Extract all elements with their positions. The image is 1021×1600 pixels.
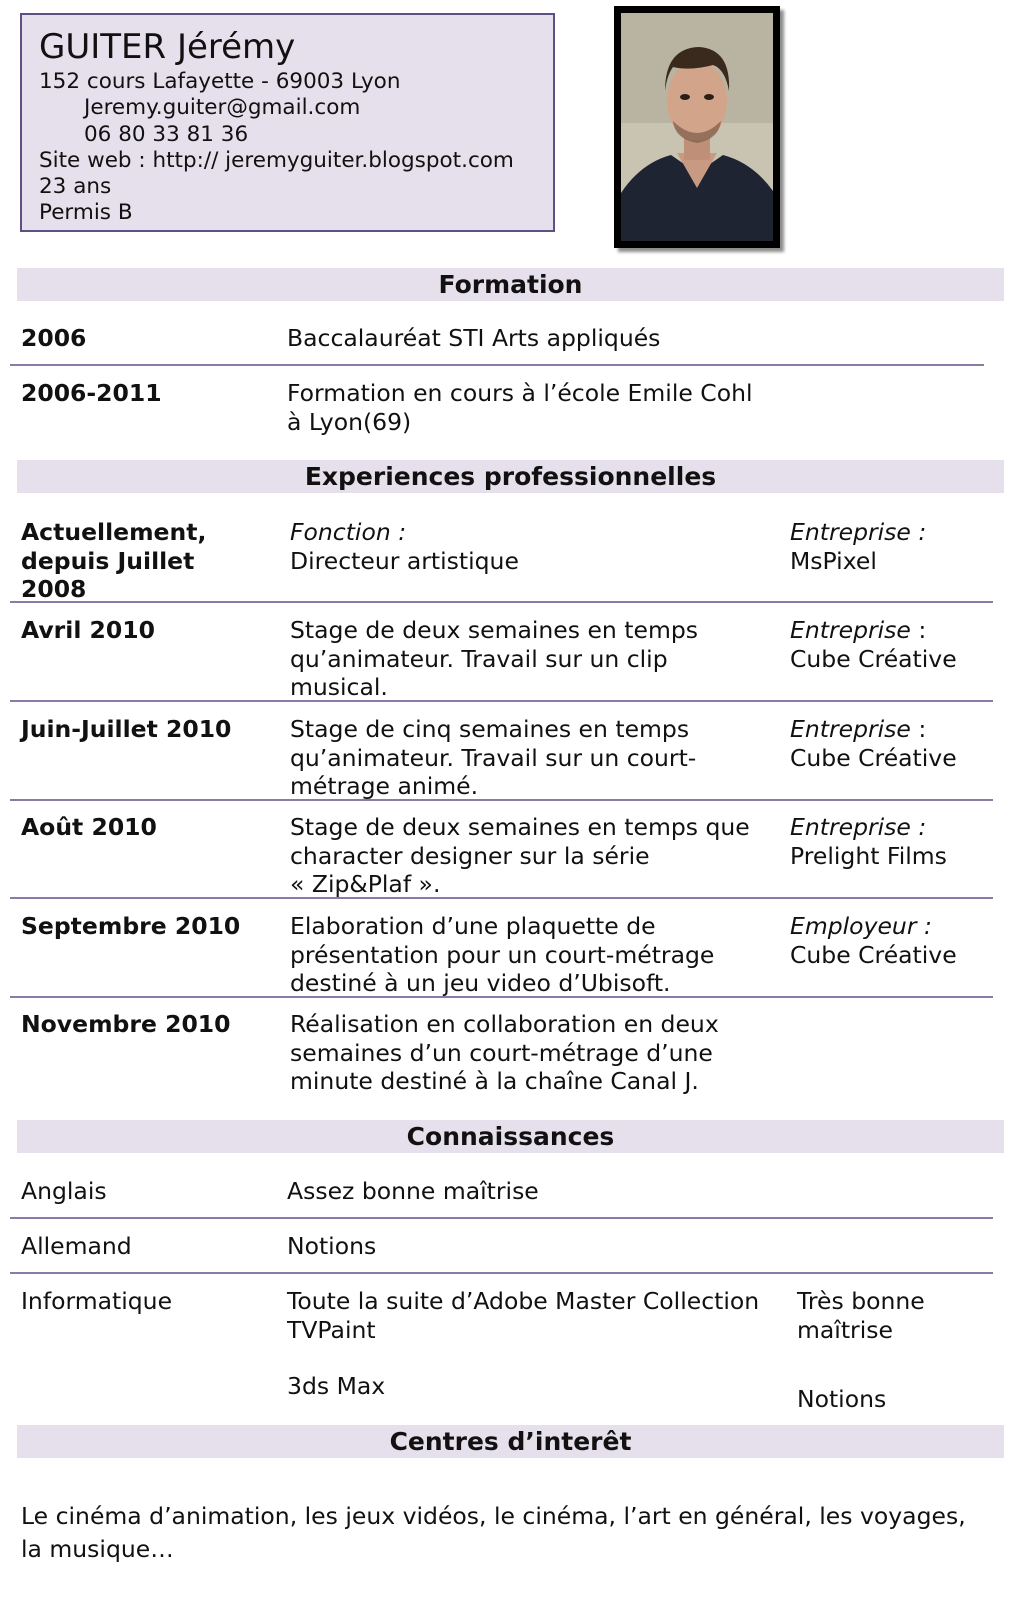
profile-photo — [614, 6, 780, 248]
experience-date: Septembre 2010 — [21, 912, 241, 940]
experience-company: Employeur : Cube Créative — [790, 912, 957, 969]
experience-date: Avril 2010 — [21, 616, 155, 644]
divider — [10, 799, 993, 801]
divider — [10, 897, 993, 899]
skill-level: Notions — [287, 1232, 377, 1260]
address: 152 cours Lafayette - 69003 Lyon — [39, 69, 401, 94]
divider — [10, 996, 993, 998]
formation-desc: Formation en cours à l’école Emile Cohl à Lyon(69) — [287, 379, 753, 436]
section-experiences: Experiences professionnelles — [17, 460, 1004, 493]
contact-box — [20, 13, 555, 232]
phone: 06 80 33 81 36 — [84, 121, 249, 147]
divider — [10, 1272, 993, 1274]
experience-date: Août 2010 — [21, 813, 157, 841]
driving-license: Permis B — [39, 200, 133, 226]
experience-desc: Fonction : Directeur artistique — [290, 518, 519, 575]
experience-company: Entreprise : MsPixel — [790, 518, 927, 575]
experience-desc: Réalisation en collaboration en deux semaines d’un court-métrage d’une minute destiné à la chaîne Canal J. — [290, 1010, 719, 1095]
age: 23 ans — [39, 174, 112, 200]
experience-date: Actuellement, depuis Juillet 2008 — [21, 518, 207, 603]
experience-desc: Stage de deux semaines en temps que character designer sur la série « Zip&Plaf ». — [290, 813, 750, 898]
section-interets: Centres d’interêt — [17, 1425, 1004, 1458]
email[interactable]: Jeremy.guiter@gmail.com — [84, 95, 361, 121]
skill-subject: Allemand — [21, 1232, 132, 1260]
skill-level: Assez bonne maîtrise — [287, 1177, 539, 1205]
skill-mastery: Très bonne maîtrise Notions — [797, 1287, 925, 1413]
interests-text: Le cinéma d’animation, les jeux vidéos, le cinéma, l’art en général, les voyages, la musique… — [21, 1502, 966, 1563]
portrait-image — [621, 13, 773, 241]
section-connaissances: Connaissances — [17, 1120, 1004, 1153]
skill-subject: Anglais — [21, 1177, 107, 1205]
divider — [10, 1217, 993, 1219]
experience-date: Juin-Juillet 2010 — [21, 715, 232, 743]
divider — [10, 364, 984, 366]
formation-year: 2006 — [21, 324, 87, 352]
experience-desc: Stage de deux semaines en temps qu’animateur. Travail sur un clip musical. — [290, 616, 699, 701]
divider — [10, 700, 993, 702]
experience-date: Novembre 2010 — [21, 1010, 231, 1038]
divider — [10, 601, 993, 603]
section-formation: Formation — [17, 268, 1004, 301]
skill-tools: Toute la suite d’Adobe Master Collection TVPaint 3ds Max — [287, 1287, 760, 1400]
experience-desc: Elaboration d’une plaquette de présentation pour un court-métrage destiné à un jeu video d’Ubisoft. — [290, 912, 715, 997]
experience-company: Entreprise : Cube Créative — [790, 616, 957, 673]
formation-year: 2006-2011 — [21, 379, 162, 407]
formation-desc: Baccalauréat STI Arts appliqués — [287, 324, 661, 352]
skill-subject: Informatique — [21, 1287, 173, 1315]
experience-desc: Stage de cinq semaines en temps qu’animateur. Travail sur un court- métrage animé. — [290, 715, 697, 800]
candidate-name: GUITER Jérémy — [39, 27, 296, 67]
website[interactable]: Site web : http:// jeremyguiter.blogspot.com — [39, 147, 514, 173]
experience-company: Entreprise : Prelight Films — [790, 813, 947, 870]
experience-company: Entreprise : Cube Créative — [790, 715, 957, 772]
